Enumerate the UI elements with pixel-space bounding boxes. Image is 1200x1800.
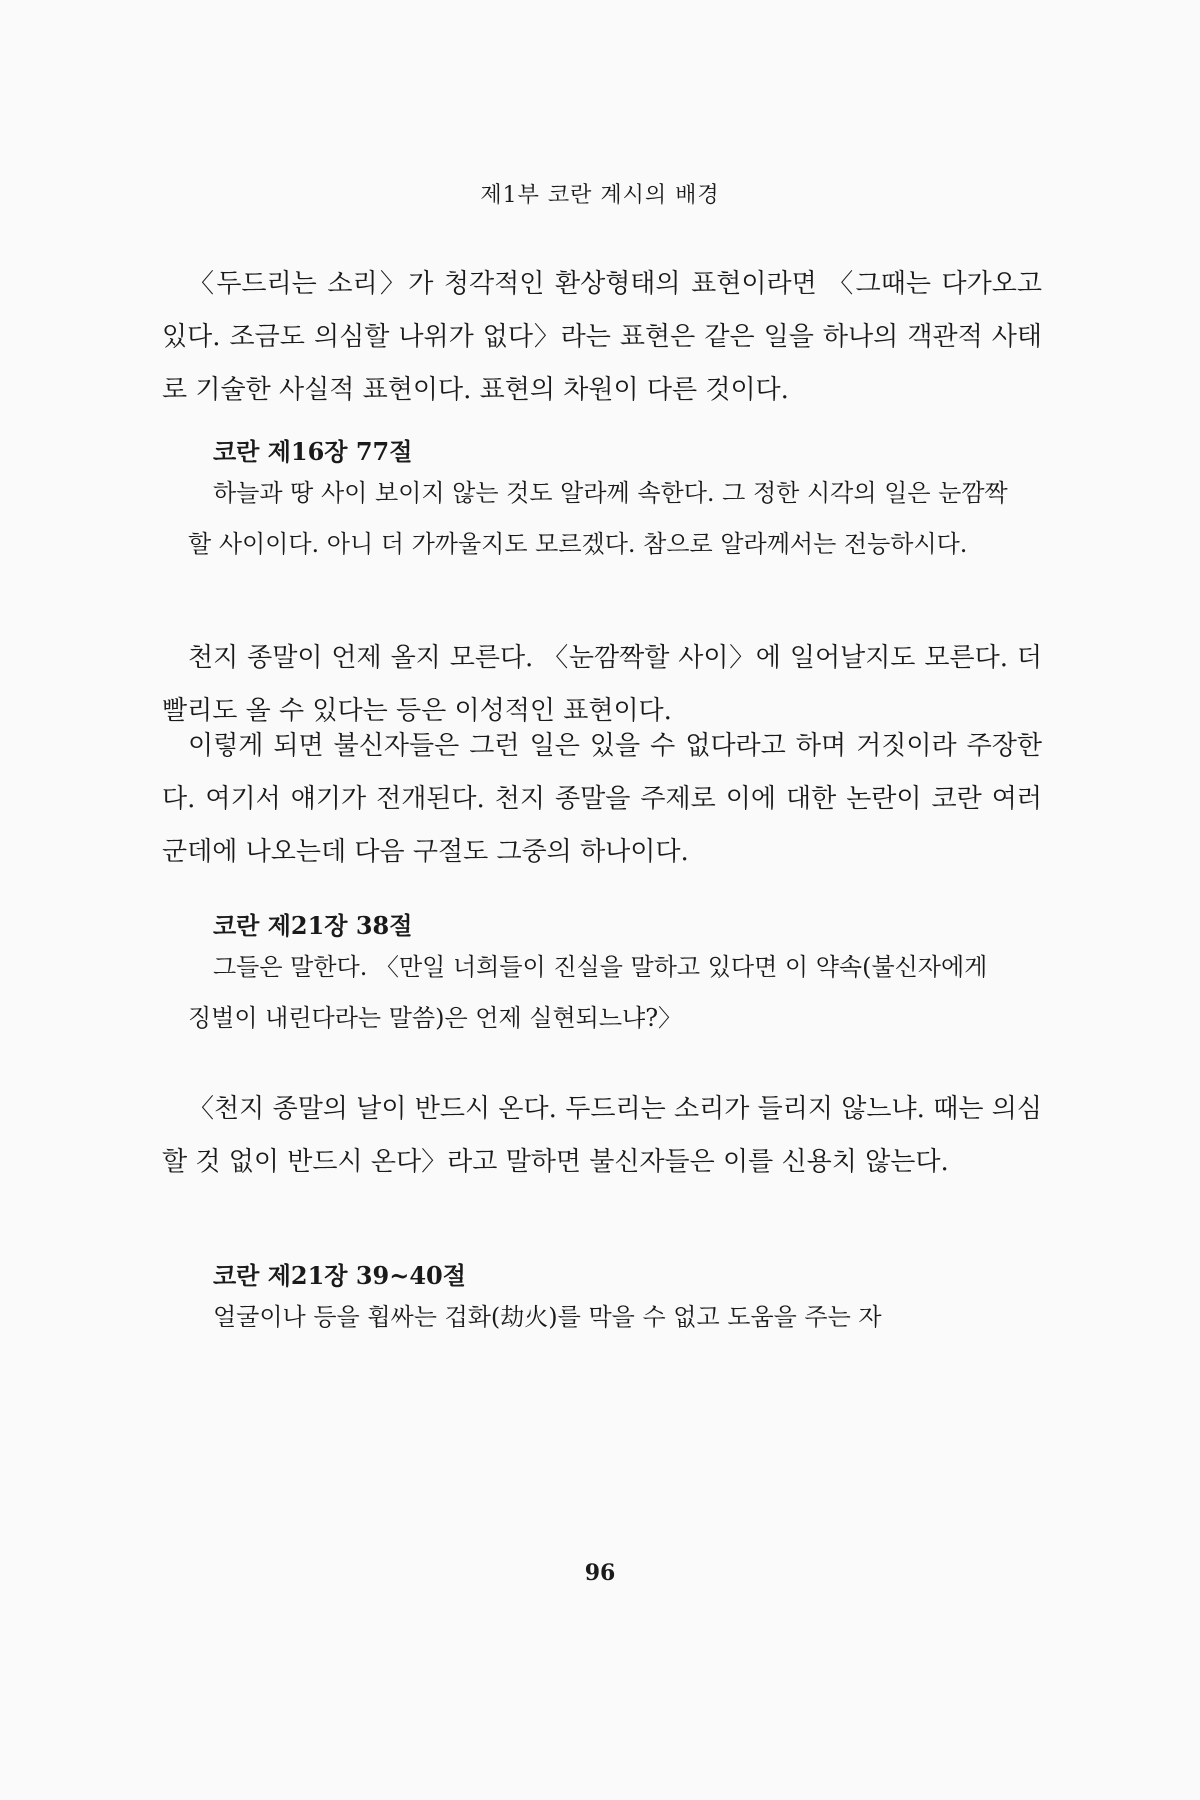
verse-heading-16-77: 코란 제16장 77절 — [213, 437, 413, 466]
verse-21-39-40: 얼굴이나 등을 휩싸는 겁화(劫火)를 막을 수 없고 도움을 주는 자 — [213, 1303, 882, 1331]
verse-heading-21-39-40: 코란 제21장 39~40절 — [213, 1261, 466, 1290]
paragraph-1: 〈두드리는 소리〉가 청각적인 환상형태의 표현이라면 〈그때는 다가오고 있다. 조금도 의심할 나위가 없다〉라는 표현은 같은 일을 하나의 객관적 사태로 기술한 사실적 표현이다. 표현의 차원이 다른 것이다. — [162, 269, 1042, 405]
verse-16-77: 하늘과 땅 사이 보이지 않는 것도 알라께 속한다. 그 정한 시각의 일은 눈깜짝할 사이이다. 아니 더 가까울지도 모르겠다. 참으로 알라께서는 전능하시다. — [188, 479, 1008, 558]
paragraph-3: 이렇게 되면 불신자들은 그런 일은 있을 수 없다라고 하며 거짓이라 주장한다. 여기서 얘기가 전개된다. 천지 종말을 주제로 이에 대한 논란이 코란 여러 군데에 나오는데 다음 구절도 그중의 하나이다. — [162, 731, 1042, 867]
page-number: 96 — [584, 1560, 616, 1586]
verse-heading-21-38: 코란 제21장 38절 — [213, 911, 413, 940]
paragraph-4: 〈천지 종말의 날이 반드시 온다. 두드리는 소리가 들리지 않느냐. 때는 의심할 것 없이 반드시 온다〉라고 말하면 불신자들은 이를 신용치 않는다. — [162, 1094, 1042, 1177]
verse-21-38: 그들은 말한다. 〈만일 너희들이 진실을 말하고 있다면 이 약속(불신자에게 징벌이 내린다라는 말씀)은 언제 실현되느냐?〉 — [188, 953, 988, 1032]
running-head: 제1부 코란 계시의 배경 — [480, 183, 720, 208]
paragraph-2: 천지 종말이 언제 올지 모른다. 〈눈깜짝할 사이〉에 일어날지도 모른다. 더 빨리도 올 수 있다는 등은 이성적인 표현이다. — [162, 643, 1042, 726]
